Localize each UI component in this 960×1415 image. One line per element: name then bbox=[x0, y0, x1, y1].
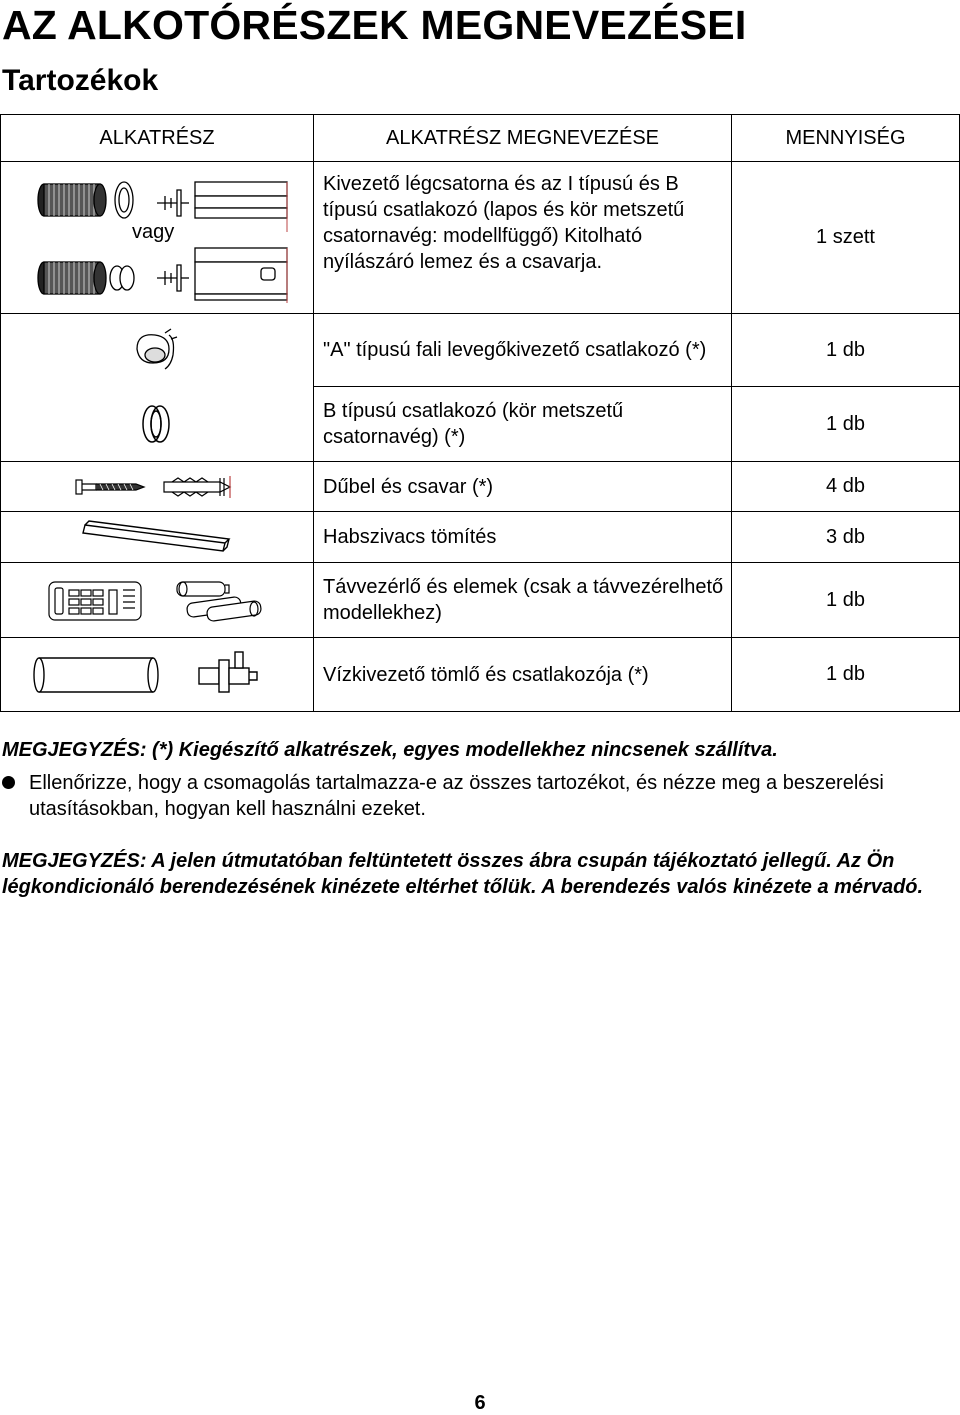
part-quantity: 4 db bbox=[732, 462, 960, 512]
part-name: Vízkivezető tömlő és csatlakozója (*) bbox=[314, 638, 732, 712]
part-image-cell bbox=[1, 314, 314, 387]
or-label: vagy bbox=[132, 221, 175, 243]
bullet-dot-icon bbox=[2, 776, 15, 789]
table-row bbox=[1, 162, 960, 314]
drain-hose-icon bbox=[27, 650, 287, 700]
table-row bbox=[1, 512, 960, 563]
table-row bbox=[1, 387, 960, 462]
part-name: Távvezérlő és elemek (csak a távvezérelhető modellekhez) bbox=[314, 563, 732, 638]
part-quantity: 3 db bbox=[732, 512, 960, 563]
table-row bbox=[1, 638, 960, 712]
header-part-name: ALKATRÉSZ MEGNEVEZÉSE bbox=[314, 115, 732, 162]
table-row bbox=[1, 314, 960, 387]
part-image-cell bbox=[1, 162, 314, 314]
bullet-text: Ellenőrizze, hogy a csomagolás tartalmazza-e az összes tartozékot, és nézze meg a beszerelési utasításokban, hogyan kell használni ezeket. bbox=[29, 772, 884, 820]
remote-and-batteries-icon bbox=[47, 572, 267, 628]
page-title: AZ ALKOTÓRÉSZEK MEGNEVEZÉSEI bbox=[2, 2, 747, 48]
table-header-row bbox=[1, 115, 960, 162]
part-image-cell bbox=[1, 638, 314, 712]
part-name: Habszivacs tömítés bbox=[314, 512, 732, 563]
foam-seal-icon bbox=[77, 517, 237, 557]
part-image-cell bbox=[1, 387, 314, 462]
note-illustrations: MEGJEGYZÉS: A jelen útmutatóban feltüntetett összes ábra csupán tájékoztató jellegű. Az Ön légkondicionáló berendezésének kinézete eltérhet tőlük. A berendezés valós kinézete a mérvadó. bbox=[2, 850, 924, 898]
round-connector-icon bbox=[132, 399, 182, 449]
part-name: Kivezető légcsatorna és az I típusú és B típusú csatlakozó (lapos és kör metszetű csatornavég: modellfüggő) Kitolható nyílászáró lemez és a csavarja. bbox=[314, 162, 732, 314]
part-image-cell bbox=[1, 563, 314, 638]
part-name: "A" típusú fali levegőkivezető csatlakozó (*) bbox=[314, 314, 732, 387]
part-name: Dűbel és csavar (*) bbox=[314, 462, 732, 512]
wall-outlet-connector-icon bbox=[127, 325, 187, 375]
accessories-table bbox=[0, 114, 960, 712]
table-row bbox=[1, 462, 960, 512]
part-quantity: 1 db bbox=[732, 563, 960, 638]
part-image-cell bbox=[1, 462, 314, 512]
note-optional-parts: MEGJEGYZÉS: (*) Kiegészítő alkatrészek, egyes modellekhez nincsenek szállítva. bbox=[2, 739, 778, 761]
part-quantity: 1 db bbox=[732, 387, 960, 462]
part-quantity: 1 szett bbox=[732, 162, 960, 314]
bullet-check-contents bbox=[2, 770, 902, 822]
part-quantity: 1 db bbox=[732, 638, 960, 712]
page-number: 6 bbox=[474, 1392, 486, 1414]
screw-and-anchor-icon bbox=[72, 472, 242, 502]
part-quantity: 1 db bbox=[732, 314, 960, 387]
table-row bbox=[1, 563, 960, 638]
header-quantity: MENNYISÉG bbox=[732, 115, 960, 162]
section-subtitle: Tartozékok bbox=[2, 64, 159, 97]
part-image-cell bbox=[1, 512, 314, 563]
header-part: ALKATRÉSZ bbox=[1, 115, 314, 162]
part-name: B típusú csatlakozó (kör metszetű csatornavég) (*) bbox=[314, 387, 732, 462]
